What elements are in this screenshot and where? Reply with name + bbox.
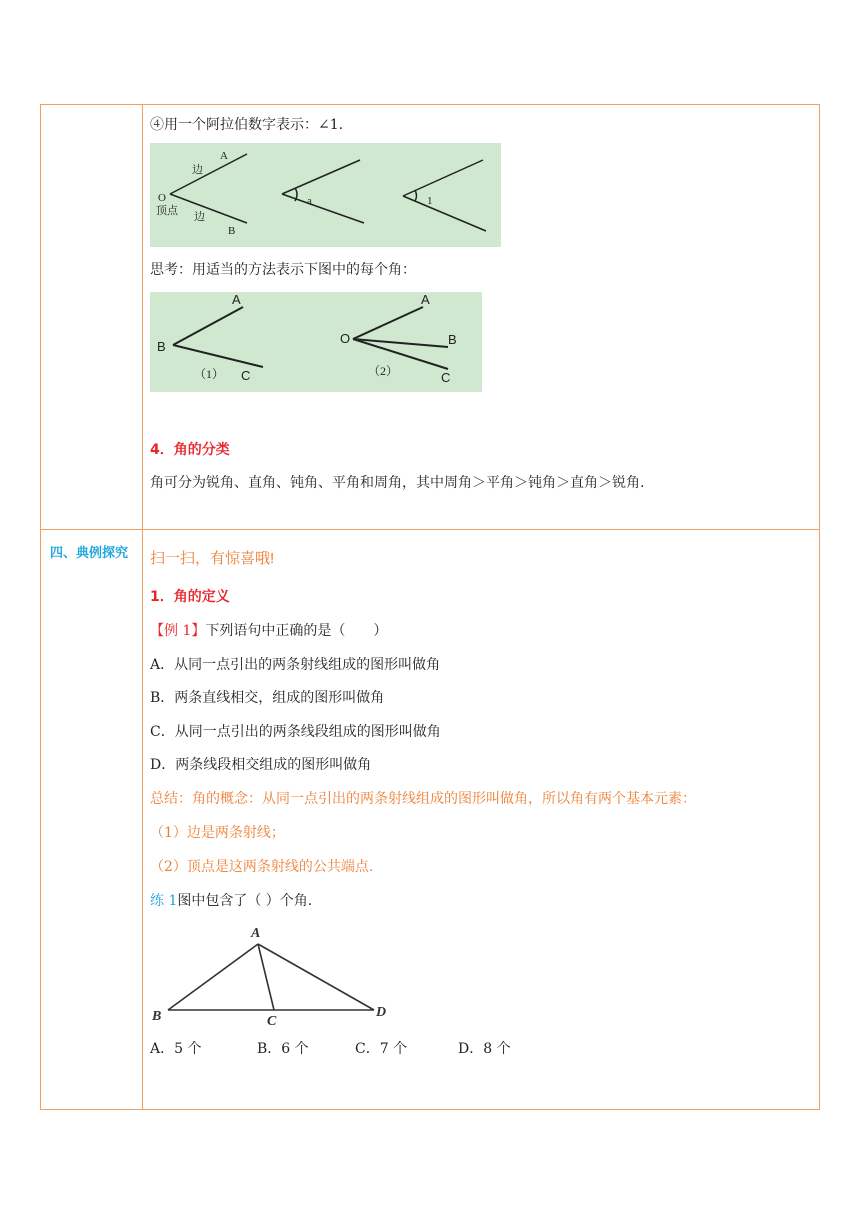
practice-question: 图中包含了（ ）个角. [177, 893, 313, 909]
ray-ba [173, 307, 243, 345]
answer-d: D．8 个 [458, 1041, 511, 1057]
segment-ab [168, 944, 258, 1010]
label-b-2: B [448, 332, 457, 347]
column-divider [142, 104, 143, 1110]
practice-tag: 练 1 [150, 893, 178, 909]
label-b: B [228, 225, 236, 237]
example-tag: 【例 1】 [150, 623, 206, 639]
answer-a: A．5 个 [150, 1041, 202, 1057]
option-d: D．两条线段相交组成的图形叫做角 [150, 757, 372, 773]
example-1 [150, 622, 387, 640]
label-side-2: 边 [194, 211, 205, 223]
label-tri-b: B [152, 1009, 162, 1024]
summary-line-3: （2）顶点是这两条射线的公共端点. [150, 859, 374, 875]
label-o-2: O [340, 331, 351, 346]
label-c-1: C [241, 368, 251, 383]
practice-1 [150, 892, 312, 910]
label-c-2: C [441, 370, 451, 385]
label-a-2: A [421, 292, 430, 307]
angle-exercise-figure [150, 292, 482, 392]
heading-definition: 1．角的定义 [150, 589, 230, 605]
option-a: A．从同一点引出的两条射线组成的图形叫做角 [150, 657, 441, 673]
label-tri-a: A [251, 926, 261, 941]
label-one: 1 [427, 195, 433, 207]
scan-prompt: 扫一扫，有惊喜哦! [150, 550, 275, 567]
triangle-figure [150, 920, 400, 1030]
angle-notation-figure [150, 143, 501, 247]
section-label: 四、典例探究 [50, 546, 129, 561]
label-tri-d: D [376, 1005, 387, 1020]
item-4-text: ④用一个阿拉伯数字表示：∠1. [150, 117, 344, 133]
arc-one [415, 190, 417, 201]
think-prompt: 思考：用适当的方法表示下图中的每个角： [150, 262, 416, 278]
label-a-1: A [232, 292, 241, 307]
classification-text: 角可分为锐角、直角、钝角、平角和周角，其中周角＞平角＞钝角＞直角＞锐角. [150, 475, 645, 491]
ray-oa-2 [353, 307, 423, 339]
label-tri-c: C [267, 1014, 277, 1029]
row-divider [40, 529, 820, 530]
heading-classification: 4．角的分类 [150, 442, 230, 458]
label-side-1: 边 [192, 164, 203, 176]
label-o: O [158, 192, 166, 204]
answer-c: C．7 个 [355, 1041, 408, 1057]
label-vertex: 顶点 [156, 205, 178, 217]
arc-alpha [295, 188, 297, 201]
summary-line-1: 总结：角的概念：从同一点引出的两条射线组成的图形叫做角，所以角有两个基本元素： [150, 791, 696, 807]
ray-alpha-2 [282, 194, 364, 223]
segment-ac [258, 944, 274, 1010]
option-b: B．两条直线相交，组成的图形叫做角 [150, 690, 385, 706]
caption-2: （2） [368, 364, 399, 378]
label-a: A [220, 150, 228, 162]
ray-ob [170, 194, 247, 223]
caption-1: （1） [194, 367, 225, 381]
summary-line-2: （1）边是两条射线； [150, 825, 285, 841]
ray-oa [170, 154, 247, 194]
example-question: 下列语句中正确的是（ ） [205, 623, 388, 639]
label-alpha: a [307, 195, 312, 207]
ray-alpha-1 [282, 160, 360, 194]
label-b-1: B [157, 339, 166, 354]
segment-ad [258, 944, 374, 1010]
answer-b: B．6 个 [257, 1041, 309, 1057]
ray-bc [173, 345, 263, 367]
option-c: C．从同一点引出的两条线段组成的图形叫做角 [150, 724, 441, 740]
